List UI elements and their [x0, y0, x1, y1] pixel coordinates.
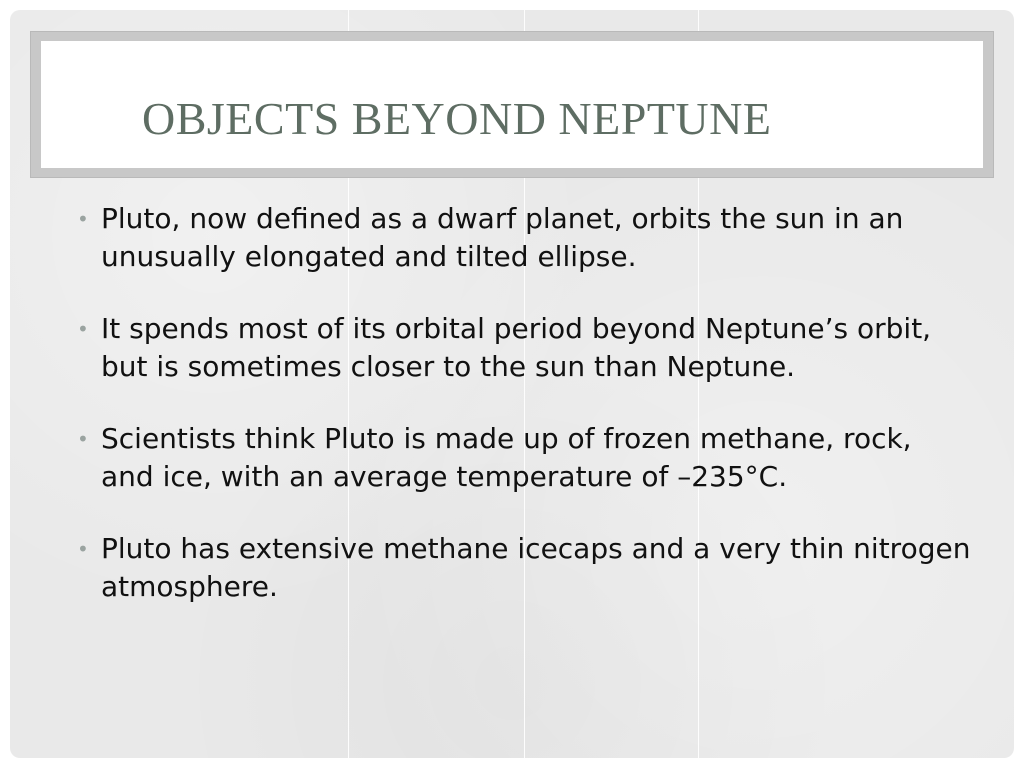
bullet-text: Scientists think Pluto is made up of frozen methane, rock, and ice, with an average temperature of –235°C.	[101, 422, 912, 493]
bullet-text: Pluto has extensive methane icecaps and a very thin nitrogen atmosphere.	[101, 532, 971, 603]
title-box	[41, 41, 983, 168]
title-frame	[30, 31, 994, 178]
slide-panel	[10, 10, 1014, 758]
bullet-marker-icon: •	[77, 427, 89, 451]
bullet-item	[73, 200, 973, 276]
bullet-list	[73, 200, 973, 640]
bullet-item	[73, 310, 973, 386]
slide-title: OBJECTS BEYOND NEPTUNE	[142, 93, 772, 144]
bullet-marker-icon: •	[77, 317, 89, 341]
bullet-item	[73, 420, 973, 496]
bullet-item	[73, 530, 973, 606]
bullet-marker-icon: •	[77, 207, 89, 231]
bullet-marker-icon: •	[77, 537, 89, 561]
bullet-text: Pluto, now defined as a dwarf planet, orbits the sun in an unusually elongated and tilted ellipse.	[101, 202, 904, 273]
bullet-text: It spends most of its orbital period beyond Neptune’s orbit, but is sometimes closer to the sun than Neptune.	[101, 312, 932, 383]
